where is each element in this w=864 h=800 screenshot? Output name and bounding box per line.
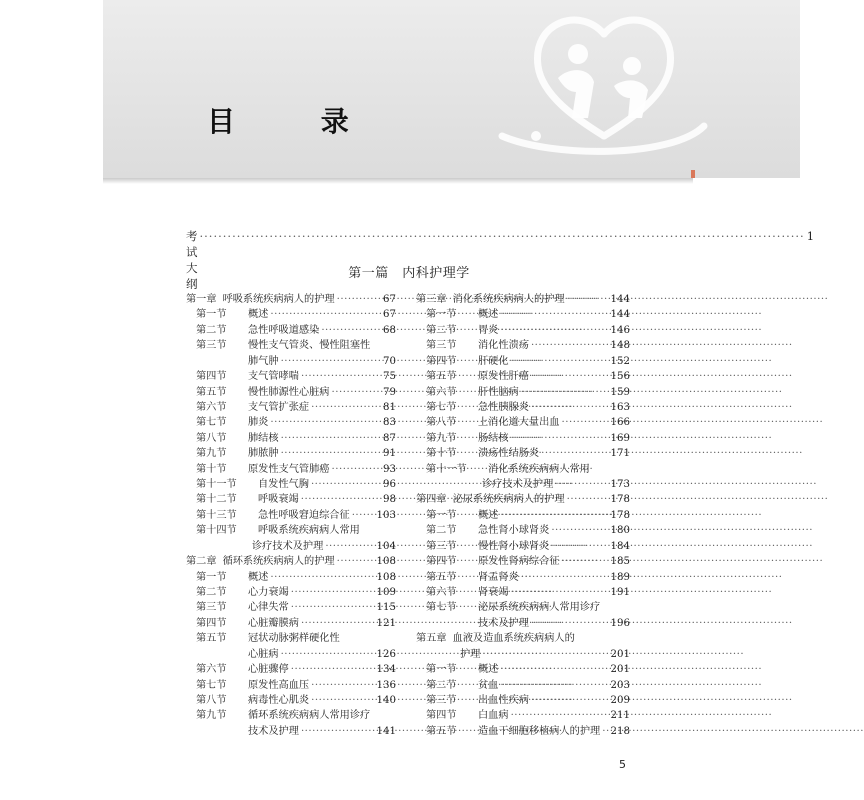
toc-section-entry[interactable] [416,400,630,415]
dot-leader [332,385,379,400]
toc-entry-title: 呼吸系统疾病病人常用 [258,525,360,537]
toc-entry-page: 184 [610,540,630,552]
toc-section-entry[interactable] [186,385,396,400]
toc-entry-number: 第六节 [426,386,457,398]
toc-entry-page: 68 [383,324,396,336]
dot-leader [511,708,609,723]
toc-entry-title: 心脏瓣膜病 [248,617,299,629]
toc-entry-page: 70 [383,355,396,367]
dot-leader [500,678,608,693]
toc-section-entry[interactable] [416,616,630,631]
toc-section-entry[interactable] [416,338,630,353]
toc-entry-page: 115 [376,602,396,614]
dot-leader [311,678,374,693]
toc-entry-number: 第七节 [426,401,457,413]
toc-entry-page: 189 [610,571,630,583]
toc-entry-title: 心脏骤停 [248,664,289,676]
toc-entry-title: 急性胰腺炎 [478,401,529,413]
toc-entry-page: 140 [376,694,396,706]
toc-entry-number: 第十一节 [426,463,467,475]
toc-entry-title: 概述 [478,509,499,521]
toc-entry-title: 肺结核 [248,432,279,444]
toc-entry-title: 肠结核 [478,432,509,444]
toc-section-entry[interactable] [186,323,396,338]
toc-entry-number: 第二节 [426,525,457,537]
dot-leader [511,354,609,369]
toc-entry-number: 第九节 [426,432,457,444]
toc-section-entry[interactable] [416,678,630,693]
toc-section-entry[interactable] [186,647,396,662]
toc-section-entry[interactable] [186,631,396,646]
dot-leader [337,292,378,307]
toc-entry-page: 103 [376,509,396,521]
toc-section-entry[interactable] [186,600,396,615]
part-title: 第一篇 内科护理学 [348,266,470,281]
dot-leader [531,369,609,384]
toc-entry-page: 98 [383,494,396,506]
dot-leader [531,616,609,631]
toc-entry-title: 肾衰竭 [478,587,509,599]
toc-entry-page: 201 [610,648,630,660]
toc-entry-number: 第六节 [196,664,227,676]
toc-entry-title: 技术及护理 [248,725,299,737]
toc-entry-page: 144 [610,309,630,321]
toc-entry-number: 第四节 [426,355,457,367]
toc-entry-title: 诊疗技术及护理 [482,479,554,491]
toc-section-entry[interactable] [186,462,396,477]
toc-entry-number: 第五节 [426,571,457,583]
toc-entry-title: 循环系统疾病病人常用诊疗 [248,710,371,722]
toc-entry-page: 166 [610,417,630,429]
toc-section-entry[interactable] [186,708,396,723]
toc-section-entry[interactable] [416,354,630,369]
toc-entry-number: 第八节 [196,694,227,706]
toc-section-entry[interactable] [186,400,396,415]
toc-entry-page: 136 [376,679,396,691]
toc-section-entry[interactable] [416,446,630,461]
toc-entry-title: 病毒性心肌炎 [248,694,310,706]
toc-section-entry[interactable] [186,724,396,739]
dot-leader [551,539,608,554]
toc-entry-page: 211 [610,710,630,722]
toc-entry-number: 第五节 [426,371,457,383]
toc-section-entry[interactable] [186,693,396,708]
outline-page: 1 [806,229,815,243]
toc-entry-title: 贫血 [478,679,499,691]
toc-entry-title: 概述 [248,571,269,583]
toc-section-entry[interactable] [416,307,630,322]
toc-section-entry[interactable] [416,385,630,400]
toc-section-entry[interactable] [186,508,396,523]
toc-entry-page: 67 [383,294,396,305]
toc-entry-title: 概述 [478,664,499,676]
toc-entry-page: 126 [376,648,396,660]
toc-entry-page: 178 [610,494,630,506]
toc-entry-title: 冠状动脉粥样硬化性 [248,633,340,645]
toc-entry-page: 121 [376,617,396,629]
toc-entry-title: 慢性支气管炎、慢性阻塞性 [248,340,371,352]
toc-entry-number: 第三节 [426,340,457,352]
toc-entry-page: 83 [383,417,396,429]
toc-section-entry[interactable] [186,307,396,322]
toc-entry-number: 第七节 [196,417,227,429]
toc-entry-number: 第三节 [426,540,457,552]
toc-entry-number: 第三节 [426,694,457,706]
toc-entry-number: 第五节 [196,386,227,398]
dot-leader [311,693,374,708]
dot-leader [482,647,608,662]
toc-entry-title: 心律失常 [248,602,289,614]
dot-leader [562,415,609,430]
toc-entry-title: 肺气肿 [248,355,279,367]
toc-section-entry[interactable] [186,446,396,461]
toc-section-entry[interactable] [186,354,396,369]
toc-entry-page: 134 [376,664,396,676]
toc-entry-page: 141 [376,725,396,737]
toc-entry-title: 出血性疾病 [478,694,529,706]
toc-entry-page: 203 [610,679,630,691]
dot-leader [511,431,609,446]
toc-section-entry[interactable] [416,724,630,739]
dot-leader [281,446,378,461]
dot-leader [301,616,375,631]
toc-entry-title: 肺炎 [248,417,269,429]
dot-leader [521,385,609,400]
toc-entry-number: 第四章 [416,494,447,506]
toc-entry-page: 104 [376,540,396,552]
dot-leader [500,508,608,523]
toc-entry-title: 急性呼吸窘迫综合征 [258,509,350,521]
toc-section-entry[interactable] [416,523,630,538]
toc-entry-page: 218 [610,725,630,737]
toc-entry-number: 第五节 [196,633,227,645]
toc-section-entry[interactable] [416,585,630,600]
toc-section-entry[interactable] [416,708,630,723]
dot-leader [200,229,805,243]
toc-entry-number: 第十四节 [196,525,237,537]
toc-entry-title: 心脏病 [248,648,279,660]
dot-leader [291,585,375,600]
toc-section-entry[interactable] [186,616,396,631]
dot-leader [281,647,375,662]
dot-leader [531,693,609,708]
toc-entry-title: 肾盂肾炎 [478,571,519,583]
dot-leader [301,724,375,739]
dot-leader [270,415,378,430]
toc-entry-page: 148 [610,340,630,352]
toc-section-entry[interactable] [416,570,630,585]
toc-entry-title: 原发性高血压 [248,679,310,691]
dot-leader [332,462,379,477]
toc-entry-number: 第八节 [196,432,227,444]
toc-entry-title: 消化性溃疡 [478,340,529,352]
toc-entry-number: 第六节 [196,401,227,413]
toc-section-entry[interactable] [416,415,630,430]
outline-label: 考试大纲 [186,229,198,291]
toc-entry-number: 第十二节 [196,494,237,506]
toc-entry-title: 急性肾小球肾炎 [478,525,550,537]
toc-entry-number: 第七节 [426,602,457,614]
toc-entry-page: 173 [610,479,630,491]
toc-section-entry[interactable] [186,539,396,554]
toc-entry-title: 概述 [478,309,499,321]
dot-leader [562,554,609,569]
toc-entry-page: 67 [383,309,396,321]
toc-entry-title: 胃炎 [478,324,499,336]
page-title: 目 录 [207,105,387,138]
dot-leader [281,431,378,446]
toc-section-entry[interactable] [416,477,630,492]
toc-entry-number: 第二章 [186,556,217,568]
dot-leader [500,662,608,677]
toc-entry-title: 支气管扩张症 [248,401,310,413]
toc-entry-title: 消化系统疾病病人常用 [488,463,590,475]
toc-entry-title: 心力衰竭 [248,587,289,599]
dot-leader [321,323,378,338]
toc-entry-page: 209 [610,694,630,706]
dot-leader [352,508,375,523]
toc-section-entry[interactable] [416,693,630,708]
dot-leader [541,446,608,461]
toc-section-entry[interactable] [416,369,630,384]
accent-mark [691,170,695,178]
dot-leader [311,477,378,492]
toc-entry-number: 第四节 [426,556,457,568]
toc-entry-page: 185 [610,556,630,568]
toc-entry-page: 178 [610,509,630,521]
dot-leader [551,523,608,538]
page-number: 5 [619,758,626,771]
toc-section-entry[interactable] [416,431,630,446]
dot-leader [270,307,378,322]
dot-leader [500,307,608,322]
toc-entry-title: 自发性气胸 [258,479,309,491]
toc-section-entry[interactable] [186,662,396,677]
header-shadow [103,178,693,184]
toc-entry-number: 第七节 [196,679,227,691]
toc-entry-page: 81 [383,401,396,413]
toc-entry-number: 第六节 [426,587,457,599]
toc-entry-page: 180 [610,525,630,537]
toc-entry-page: 108 [376,556,396,568]
toc-entry-number: 第九节 [196,710,227,722]
toc-section-entry[interactable] [416,600,630,615]
toc-entry-title: 慢性肾小球肾炎 [478,540,550,552]
toc-entry-number: 第十三节 [196,509,237,521]
toc-entry-title: 造血干细胞移植病人的护理 [478,725,601,737]
toc-section-entry[interactable] [416,647,630,662]
toc-entry-page: 91 [383,448,396,460]
dot-leader [270,570,374,585]
toc-chapter-entry[interactable] [186,554,396,569]
toc-entry-number: 第一章 [186,294,217,305]
toc-entry-title: 诊疗技术及护理 [252,540,324,552]
toc-entry-title: 泌尿系统疾病病人常用诊疗 [478,602,601,614]
toc-entry-title: 肝性脑病 [478,386,519,398]
toc-entry-number: 第十节 [196,463,227,475]
toc-entry-page: 75 [383,371,396,383]
toc-entry-title: 血液及造血系统疾病病人的 [452,633,575,645]
dot-leader [602,724,608,739]
toc-section-entry[interactable] [186,477,396,492]
dot-leader [281,354,378,369]
toc-entry-number: 第十一节 [196,479,237,491]
dot-leader [567,292,609,307]
toc-entry-title: 肝硬化 [478,355,509,367]
toc-entry-title: 慢性肺源性心脏病 [248,386,330,398]
toc-entry-number: 第一节 [426,309,457,321]
toc-section-entry[interactable] [186,523,396,538]
toc-right-column [416,292,630,739]
toc-entry-page: 159 [610,386,630,398]
toc-entry-page: 146 [610,324,630,336]
toc-section-entry[interactable] [186,431,396,446]
dot-leader [555,477,608,492]
toc-entry-title: 白血病 [478,710,509,722]
dot-leader [325,539,374,554]
toc-entry-title: 溃疡性结肠炎 [478,448,540,460]
toc-section-entry[interactable] [186,369,396,384]
toc-entry-title: 消化系统疾病病人的护理 [452,294,565,305]
toc-entry-title: 护理 [460,648,481,660]
toc-entry-number: 第四节 [196,617,227,629]
toc-entry-number: 第三章 [416,294,447,305]
toc-entry-title: 上消化道大量出血 [478,417,560,429]
toc-chapter-entry[interactable] [416,631,630,646]
toc-entry-page: 109 [376,587,396,599]
toc-entry-title: 肺脓肿 [248,448,279,460]
dot-leader [521,570,609,585]
toc-entry-title: 泌尿系统疾病病人的护理 [452,494,565,506]
toc-entry-title: 概述 [248,309,269,321]
toc-entry-title: 循环系统疾病病人的护理 [222,556,335,568]
toc-entry-page: 87 [383,432,396,444]
toc-section-entry[interactable] [416,554,630,569]
dot-leader [511,585,609,600]
toc-section-entry[interactable] [186,492,396,507]
toc-entry-title: 原发性肝癌 [478,371,529,383]
dot-leader [291,600,375,615]
dot-leader [500,323,608,338]
toc-entry-title: 原发性肾病综合征 [478,556,560,568]
toc-entry-number: 第五章 [416,633,447,645]
toc-entry-page: 152 [610,355,630,367]
toc-entry-number: 第三节 [196,340,227,352]
toc-entry-number: 第八节 [426,417,457,429]
dot-leader [301,492,378,507]
toc-section-entry[interactable] [416,462,630,477]
dot-leader [301,369,378,384]
toc-entry-number: 第一节 [196,309,227,321]
dot-leader [291,662,375,677]
toc-chapter-entry[interactable] [186,292,396,307]
toc-entry-title: 支气管哮喘 [248,371,299,383]
toc-entry-page: 201 [610,664,630,676]
toc-entry-title: 呼吸衰竭 [258,494,299,506]
toc-left-column [186,292,396,739]
toc-entry-page: 108 [376,571,396,583]
toc-section-entry[interactable] [186,415,396,430]
toc-entry-title: 急性呼吸道感染 [248,324,320,336]
toc-section-entry[interactable] [186,678,396,693]
dot-leader [531,400,609,415]
toc-entry-number: 第一节 [426,509,457,521]
toc-entry-page: 169 [610,432,630,444]
toc-entry-number: 第五节 [426,725,457,737]
toc-entry-page: 196 [610,617,630,629]
dot-leader [311,400,378,415]
toc-entry-number: 第九节 [196,448,227,460]
toc-chapter-entry[interactable] [416,492,630,507]
heart-figures-logo-icon [492,8,712,158]
toc-entry-number: 第二节 [196,587,227,599]
toc-entry-page: 144 [610,294,630,305]
toc-entry-page: 163 [610,401,630,413]
toc-entry-page: 96 [383,479,396,491]
dot-leader [531,338,609,353]
toc-entry-number: 第二节 [426,679,457,691]
toc-entry-title: 呼吸系统疾病病人的护理 [222,294,335,305]
toc-entry-number: 第二节 [426,324,457,336]
toc-entry-page: 191 [610,587,630,599]
toc-section-entry[interactable] [186,338,396,353]
toc-section-entry[interactable] [416,662,630,677]
toc-entry-page: 171 [610,448,630,460]
dot-leader [567,492,609,507]
toc-section-entry[interactable] [186,585,396,600]
toc-entry-number: 第一节 [426,664,457,676]
toc-entry-number: 第四节 [196,371,227,383]
toc-entry-page: 79 [383,386,396,398]
toc-entry-page: 156 [610,371,630,383]
dot-leader [337,554,375,569]
toc-entry-number: 第四节 [426,710,457,722]
toc-entry-title: 技术及护理 [478,617,529,629]
toc-entry-number: 第二节 [196,324,227,336]
toc-entry-number: 第一节 [196,571,227,583]
toc-chapter-entry[interactable] [416,292,630,307]
toc-section-entry[interactable] [416,508,630,523]
toc-section-entry[interactable] [416,323,630,338]
toc-entry-number: 第三节 [196,602,227,614]
toc-entry-title: 原发性支气管肺癌 [248,463,330,475]
toc-entry-number: 第十节 [426,448,457,460]
toc-section-entry[interactable] [186,570,396,585]
toc-entry-page: 93 [383,463,396,475]
toc-section-entry[interactable] [416,539,630,554]
